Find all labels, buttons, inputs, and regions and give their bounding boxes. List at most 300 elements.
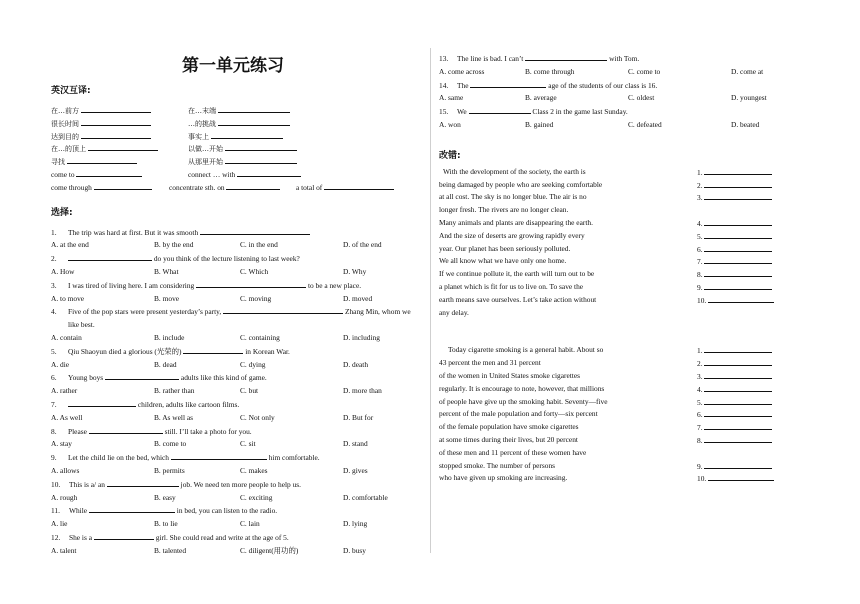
question-text-after: adults like this kind of game. — [180, 373, 267, 383]
option-b[interactable]: B. dead — [154, 359, 177, 369]
option-b[interactable]: B. What — [154, 266, 179, 276]
question-number: 1. — [51, 227, 57, 237]
answer-blank[interactable] — [704, 255, 772, 264]
vocab-list — [51, 104, 423, 194]
vocab-item — [169, 181, 280, 195]
question-continuation — [51, 319, 423, 332]
question-3 — [51, 279, 423, 293]
option-b[interactable]: B. to lie — [154, 519, 178, 529]
correction-slot[interactable] — [697, 421, 772, 435]
question-text: The — [457, 80, 469, 90]
option-d[interactable]: D. busy — [343, 545, 366, 555]
vocab-term: 从那里开始 — [188, 158, 223, 167]
option-d[interactable]: D. Why — [343, 266, 367, 276]
option-a[interactable]: A. allows — [51, 465, 80, 475]
options-row — [51, 239, 423, 252]
question-number: 10. — [51, 479, 61, 489]
passage-text: at all cost. The sky is no longer blue. The air is no — [439, 192, 587, 202]
question-text: Please — [68, 426, 87, 436]
passage-text: stopped smoke. The number of persons — [439, 460, 556, 470]
option-c[interactable]: C. diligent(用功的) — [240, 545, 299, 555]
options-row — [51, 359, 423, 372]
question-text-after: children, adults like cartoon films. — [137, 399, 240, 409]
correction-number: 9. — [697, 461, 703, 471]
correction-number: 9. — [697, 282, 703, 292]
passage-line — [439, 460, 819, 473]
option-c[interactable]: C. but — [240, 386, 259, 396]
correction-number: 2. — [697, 359, 703, 369]
vocab-term: 在…前方 — [51, 107, 79, 115]
correction-number: 1. — [697, 167, 703, 177]
passage-line — [439, 383, 819, 396]
vocab-item — [188, 130, 283, 144]
vocab-term: come through — [51, 182, 92, 192]
answer-blank[interactable] — [218, 117, 290, 126]
answer-blank[interactable] — [708, 294, 774, 303]
passage-line — [439, 179, 819, 192]
passage-line — [439, 408, 819, 421]
vocab-heading: 英汉互译: — [51, 86, 91, 96]
vocab-row — [51, 181, 423, 194]
question-text: Let the child lie on the bed, which — [68, 453, 169, 463]
option-b[interactable]: B. gained — [525, 119, 554, 129]
options-row — [51, 266, 423, 279]
option-c[interactable]: C. Not only — [240, 412, 275, 422]
correction-slot[interactable] — [697, 217, 772, 231]
answer-blank[interactable] — [211, 130, 283, 139]
passage-text: at some times during their lives, but 20 percent — [439, 434, 578, 444]
vocab-term: 以做…开始 — [188, 145, 223, 154]
correction-number: 5. — [697, 397, 703, 407]
passage-line — [439, 243, 819, 256]
passage-line — [439, 370, 819, 383]
question-8 — [51, 425, 423, 439]
question-text-after: with Tom. — [609, 54, 640, 63]
correction-slot[interactable] — [697, 396, 772, 410]
vocab-item — [51, 130, 151, 144]
correction-number: 5. — [697, 231, 703, 241]
option-c[interactable]: C. oldest — [628, 93, 655, 103]
answer-blank[interactable] — [94, 531, 154, 540]
option-d[interactable]: D. lying — [343, 519, 368, 529]
vocab-item — [51, 168, 142, 182]
correction-number: 10. — [697, 474, 707, 484]
answer-blank[interactable] — [469, 105, 531, 114]
passage-line — [439, 307, 819, 320]
vocab-term: 在…的顶上 — [51, 145, 86, 154]
option-b[interactable]: B. move — [154, 293, 180, 303]
correction-slot[interactable] — [697, 166, 772, 180]
question-number: 9. — [51, 453, 57, 463]
question-number: 8. — [51, 426, 57, 436]
answer-blank[interactable] — [237, 168, 301, 177]
passage-text: of the women in United States smoke cigarettes — [439, 370, 581, 380]
question-number: 15. — [439, 107, 449, 117]
question-text-after: in Korean War. — [245, 346, 290, 356]
correction-slot[interactable] — [697, 230, 772, 244]
answer-blank[interactable] — [218, 104, 290, 113]
errors-heading: 改错: — [439, 150, 461, 161]
question-text-after: girl. She could read and write at the age of 5. — [155, 532, 289, 542]
passage-line — [439, 204, 819, 217]
option-a[interactable]: A. die — [51, 359, 70, 369]
question-text-after: in bed, you can listen to the radio. — [176, 506, 278, 516]
passage-text: Today cigarette smoking is a general habit. About so — [448, 345, 604, 355]
vocab-term: a total of — [296, 182, 323, 192]
correction-number: 2. — [697, 180, 703, 190]
passage-line — [439, 268, 819, 281]
question-text: like best. — [68, 320, 95, 330]
passage-line — [439, 421, 819, 434]
passage-text: 43 percent the men and 31 percent — [439, 358, 541, 368]
answer-blank[interactable] — [88, 142, 158, 151]
passage-line — [439, 255, 819, 268]
answer-blank[interactable] — [704, 357, 772, 366]
correction-number: 4. — [697, 218, 703, 228]
option-d[interactable]: D. comfortable — [343, 492, 388, 502]
option-a[interactable]: A. to move — [51, 293, 85, 303]
option-a[interactable]: A. stay — [51, 439, 72, 449]
vocab-row — [51, 130, 423, 143]
answer-blank[interactable] — [68, 398, 136, 407]
column-divider — [430, 48, 431, 553]
option-d[interactable]: D. But for — [343, 412, 374, 422]
option-d[interactable]: D. youngest — [731, 93, 767, 103]
answer-blank[interactable] — [81, 117, 151, 126]
passage-line — [439, 357, 819, 370]
vocab-row — [51, 168, 423, 181]
vocab-item — [188, 155, 297, 169]
correction-slot[interactable] — [697, 383, 772, 397]
question-5 — [51, 345, 423, 359]
options-row — [51, 438, 423, 451]
option-a[interactable]: A. talent — [51, 545, 77, 555]
option-a[interactable]: A. As well — [51, 412, 83, 422]
correction-slot[interactable] — [697, 344, 772, 358]
option-b[interactable]: B. rather than — [154, 386, 195, 396]
vocab-term: 在…末端 — [188, 107, 216, 115]
option-c[interactable]: C. makes — [240, 465, 268, 475]
vocab-term: 达到目的 — [51, 132, 79, 141]
page-title: 第一单元练习 — [182, 56, 284, 76]
answer-blank[interactable] — [68, 252, 152, 261]
passage-line — [439, 166, 819, 179]
option-d[interactable]: D. death — [343, 359, 369, 369]
option-d[interactable]: D. including — [343, 332, 380, 342]
vocab-row — [51, 117, 423, 130]
question-text: I was tired of living here. I am considering — [68, 280, 195, 290]
right-column — [439, 52, 819, 485]
option-b[interactable]: B. easy — [154, 492, 176, 502]
option-a[interactable]: A. rather — [51, 386, 78, 396]
option-b[interactable]: B. come through — [525, 66, 575, 76]
passage-line — [439, 217, 819, 230]
answer-blank[interactable] — [704, 179, 772, 188]
option-d[interactable]: D. come at — [731, 66, 764, 76]
correction-slot[interactable] — [697, 255, 772, 269]
correction-slot[interactable] — [697, 191, 772, 205]
question-text-after: to be a new place. — [307, 280, 362, 290]
question-number: 6. — [51, 373, 57, 383]
answer-blank[interactable] — [704, 421, 772, 430]
option-d[interactable]: D. more than — [343, 386, 382, 396]
vocab-item — [51, 142, 158, 156]
answer-blank[interactable] — [525, 52, 607, 61]
question-text: Young boys — [68, 373, 104, 383]
vocab-item — [188, 142, 297, 156]
vocab-item — [51, 104, 151, 118]
question-text: The trip was hard at first. But it was smooth — [68, 227, 199, 237]
passage-text: being damaged by people who are seeking comfortable — [439, 179, 603, 189]
correction-number: 8. — [697, 435, 703, 445]
option-c[interactable]: C. dying — [240, 359, 266, 369]
options-row — [51, 545, 423, 558]
answer-blank[interactable] — [81, 104, 151, 113]
answer-blank[interactable] — [226, 181, 280, 190]
passage-line — [439, 472, 819, 485]
correction-slot[interactable] — [697, 370, 772, 384]
answer-blank[interactable] — [704, 166, 772, 175]
answer-blank[interactable] — [105, 371, 179, 380]
passage-text: year. Our planet has been seriously polluted. — [439, 243, 571, 253]
correction-slot[interactable] — [697, 357, 772, 371]
question-text: Qiu Shaoyun died a glorious (光荣的) — [68, 346, 182, 356]
passage-text: of the female population have smoke cigarettes — [439, 422, 579, 432]
option-c[interactable]: C. exciting — [240, 492, 273, 502]
vocab-item — [188, 168, 301, 182]
answer-blank[interactable] — [89, 504, 175, 513]
passage-text: any delay. — [439, 307, 469, 317]
question-7 — [51, 398, 423, 412]
choice-heading: 选择: — [51, 207, 73, 218]
option-a[interactable]: A. same — [439, 93, 464, 103]
question-number: 7. — [51, 399, 57, 409]
option-d[interactable]: D. beated — [731, 119, 760, 129]
option-b[interactable]: B. permits — [154, 465, 185, 475]
correction-slot[interactable] — [697, 294, 774, 308]
answer-blank[interactable] — [704, 370, 772, 379]
question-number: 14. — [439, 80, 449, 90]
vocab-term: connect … with — [188, 169, 236, 179]
passage-line — [439, 344, 819, 357]
answer-blank[interactable] — [470, 79, 546, 88]
question-text: While — [69, 506, 88, 516]
correction-number: 7. — [697, 423, 703, 433]
option-c[interactable]: C. sit — [240, 439, 256, 449]
answer-blank[interactable] — [704, 243, 772, 252]
answer-blank[interactable] — [704, 281, 772, 290]
answer-blank[interactable] — [704, 396, 772, 405]
vocab-term: 事实上 — [188, 132, 209, 141]
question-4 — [51, 305, 423, 319]
option-b[interactable]: B. come to — [154, 439, 187, 449]
options-row — [51, 492, 423, 505]
passage-line — [439, 396, 819, 409]
answer-blank[interactable] — [704, 268, 772, 277]
vocab-term: come to — [51, 169, 75, 179]
vocab-item — [51, 117, 151, 131]
correction-number: 8. — [697, 270, 703, 280]
correction-number: 7. — [697, 257, 703, 267]
answer-blank[interactable] — [324, 181, 394, 190]
error-passage-1 — [439, 166, 819, 320]
passage-text: of these men and 11 percent of these women have — [439, 447, 587, 457]
option-a[interactable]: A. lie — [51, 519, 68, 529]
passage-line — [439, 447, 819, 460]
answer-blank[interactable] — [67, 155, 137, 164]
vocab-row — [51, 155, 423, 168]
option-a[interactable]: A. rough — [51, 492, 78, 502]
question-1 — [51, 226, 423, 240]
question-text-after: Zhang Min, whom we — [344, 307, 411, 317]
option-c[interactable]: C. come to — [628, 66, 661, 76]
answer-blank[interactable] — [704, 217, 772, 226]
question-text-after: job. We need ten more people to help us. — [180, 479, 302, 489]
option-c[interactable]: C. defeated — [628, 119, 662, 129]
correction-slot[interactable] — [697, 179, 772, 193]
options-row — [439, 119, 819, 132]
passage-text: We all know what we have only one home. — [439, 256, 567, 266]
correction-number: 10. — [697, 295, 707, 305]
vocab-item — [51, 155, 137, 169]
correction-slot[interactable] — [697, 408, 772, 422]
answer-blank[interactable] — [81, 130, 151, 139]
choice-list-left — [51, 226, 423, 558]
option-a[interactable]: A. How — [51, 266, 75, 276]
passage-text: longer fresh. The rivers are no longer clean. — [439, 205, 569, 215]
answer-blank[interactable] — [94, 181, 152, 190]
answer-blank[interactable] — [225, 142, 297, 151]
option-d[interactable]: D. gives — [343, 465, 368, 475]
passage-text: If we continue pollute it, the earth will turn out to be — [439, 269, 595, 279]
passage-text: who have given up smoking are increasing. — [439, 473, 568, 483]
correction-number: 3. — [697, 193, 703, 203]
passage-text: With the development of the society, the earth is — [443, 166, 586, 176]
correction-slot[interactable] — [697, 434, 772, 448]
vocab-term: concentrate sth. on — [169, 182, 225, 192]
question-number: 3. — [51, 280, 57, 290]
options-row — [439, 66, 819, 79]
correction-slot[interactable] — [697, 460, 772, 474]
correction-number: 6. — [697, 244, 703, 254]
passage-text: of people have give up the smoking habit. Seventy—five — [439, 396, 608, 406]
options-row — [51, 332, 423, 345]
answer-blank[interactable] — [704, 344, 772, 353]
question-2 — [51, 252, 423, 266]
question-text: Five of the pop stars were present yesterday’s party, — [68, 307, 222, 317]
passage-text: a planet which is fit for us to live on. To save the — [439, 281, 584, 291]
answer-blank[interactable] — [704, 408, 772, 417]
left-column — [51, 52, 423, 558]
option-a[interactable]: A. won — [439, 119, 461, 129]
vocab-term: 很长时间 — [51, 119, 79, 128]
option-b[interactable]: B. average — [525, 93, 557, 103]
option-d[interactable]: D. stand — [343, 439, 368, 449]
question-10 — [51, 478, 423, 492]
question-text: We — [457, 107, 467, 117]
answer-blank[interactable] — [183, 345, 243, 354]
option-b[interactable]: B. As well as — [154, 412, 194, 422]
answer-blank[interactable] — [171, 451, 267, 460]
option-c[interactable]: C. in the end — [240, 240, 278, 250]
option-c[interactable]: C. containing — [240, 332, 280, 342]
answer-blank[interactable] — [200, 226, 310, 235]
option-d[interactable]: D. of the end — [343, 240, 382, 250]
option-b[interactable]: B. by the end — [154, 240, 194, 250]
options-row — [51, 465, 423, 478]
correction-number: 6. — [697, 410, 703, 420]
question-number: 2. — [51, 254, 57, 264]
question-text-after: still. I’ll take a photo for you. — [164, 426, 252, 436]
question-number: 11. — [51, 506, 60, 516]
passage-line — [439, 294, 819, 307]
options-row — [51, 385, 423, 398]
vocab-term: …的挑战 — [188, 119, 216, 128]
option-c[interactable]: C. lain — [240, 519, 260, 529]
option-d[interactable]: D. moved — [343, 293, 373, 303]
answer-blank[interactable] — [89, 425, 163, 434]
options-row — [51, 293, 423, 306]
question-text-after: him comfortable. — [268, 453, 320, 463]
answer-blank[interactable] — [704, 230, 772, 239]
answer-blank[interactable] — [704, 191, 772, 200]
option-b[interactable]: B. include — [154, 332, 185, 342]
passage-text: percent of the male population and forty—six percent — [439, 409, 598, 419]
question-13 — [439, 52, 819, 66]
correction-slot[interactable] — [697, 243, 772, 257]
question-number: 12. — [51, 532, 61, 542]
answer-blank[interactable] — [223, 305, 343, 314]
vocab-item — [188, 117, 290, 131]
option-a[interactable]: A. come across — [439, 66, 485, 76]
answer-blank[interactable] — [196, 279, 306, 288]
option-a[interactable]: A. contain — [51, 332, 82, 342]
question-12 — [51, 531, 423, 545]
answer-blank[interactable] — [708, 472, 774, 481]
answer-blank[interactable] — [704, 434, 772, 443]
answer-blank[interactable] — [225, 155, 297, 164]
options-row — [51, 518, 423, 531]
correction-slot[interactable] — [697, 268, 772, 282]
vocab-item — [51, 181, 152, 195]
option-a[interactable]: A. at the end — [51, 240, 89, 250]
passage-text: regularly. It is encourage to note, however, that millions — [439, 383, 605, 393]
option-c[interactable]: C. moving — [240, 293, 272, 303]
passage-text: Many animals and plants are disappearing the earth. — [439, 217, 593, 227]
option-b[interactable]: B. talented — [154, 545, 187, 555]
question-9 — [51, 451, 423, 465]
question-number: 4. — [51, 307, 57, 317]
passage-line — [439, 434, 819, 447]
correction-slot[interactable] — [697, 281, 772, 295]
answer-blank[interactable] — [76, 168, 142, 177]
vocab-item — [296, 181, 394, 195]
vocab-term: 寻找 — [51, 158, 65, 167]
question-text: She is a — [69, 532, 92, 542]
option-c[interactable]: C. Which — [240, 266, 269, 276]
question-number: 5. — [51, 346, 57, 356]
question-text-after: age of the students of our class is 16. — [548, 80, 658, 90]
question-text: The line is bad. I can’t — [457, 54, 524, 63]
correction-slot[interactable] — [697, 472, 774, 486]
question-6 — [51, 371, 423, 385]
vocab-row — [51, 142, 423, 155]
answer-blank[interactable] — [704, 460, 772, 469]
question-14 — [439, 79, 819, 93]
answer-blank[interactable] — [107, 478, 179, 487]
answer-blank[interactable] — [704, 383, 772, 392]
question-number: 13. — [439, 54, 449, 63]
